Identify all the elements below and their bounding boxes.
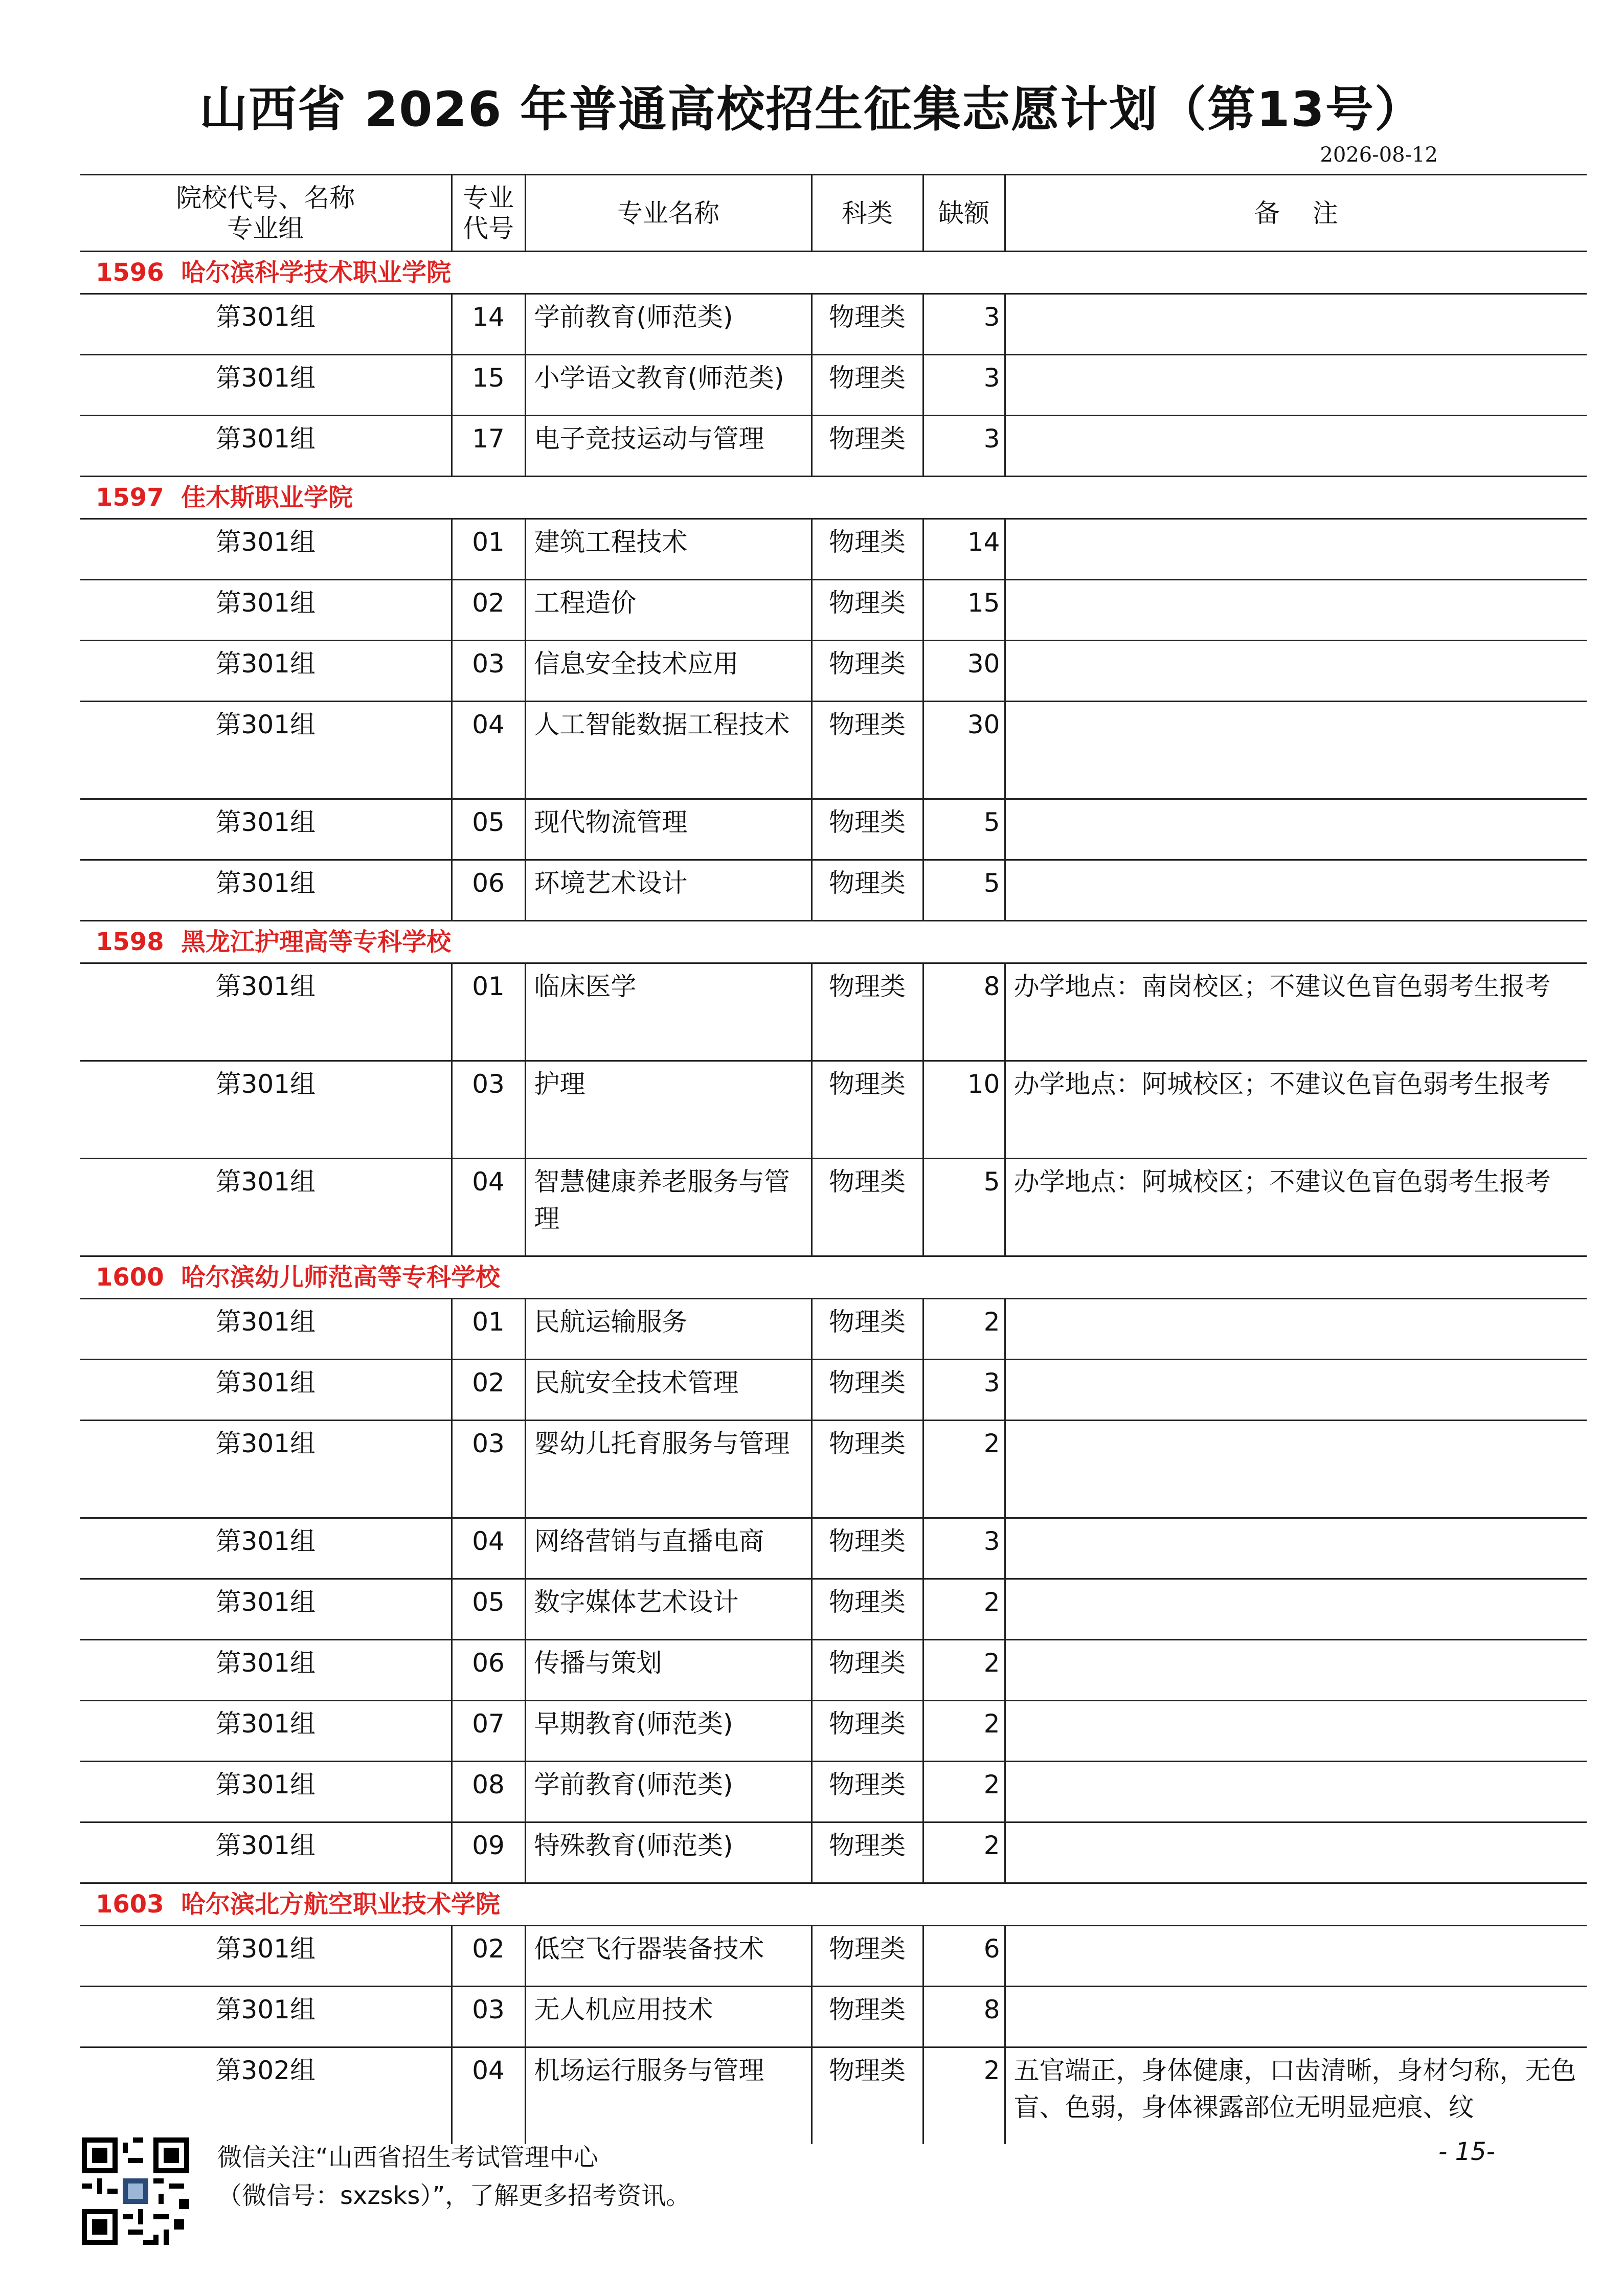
group-cell: 第301组 xyxy=(80,702,452,799)
quota-cell: 5 xyxy=(923,860,1005,921)
table-row xyxy=(80,1421,1587,1518)
major-name-cell: 低空飞行器装备技术 xyxy=(525,1926,812,1987)
school-row xyxy=(80,1883,1587,1926)
major-code-cell: 01 xyxy=(452,519,525,580)
category-cell: 物理类 xyxy=(812,1987,923,2047)
school-row xyxy=(80,252,1587,294)
quota-cell: 8 xyxy=(923,1987,1005,2047)
major-code-cell: 04 xyxy=(452,1159,525,1256)
major-name-cell: 学前教育(师范类) xyxy=(525,294,812,355)
table-row xyxy=(80,799,1587,860)
quota-cell: 2 xyxy=(923,1701,1005,1762)
major-name-cell: 环境艺术设计 xyxy=(525,860,812,921)
major-code-cell: 01 xyxy=(452,963,525,1061)
category-cell: 物理类 xyxy=(812,1061,923,1159)
note-cell xyxy=(1005,1762,1587,1822)
major-code-cell: 06 xyxy=(452,1640,525,1701)
major-name-cell: 智慧健康养老服务与管理 xyxy=(525,1159,812,1256)
major-name-cell: 网络营销与直播电商 xyxy=(525,1518,812,1579)
category-cell: 物理类 xyxy=(812,2047,923,2145)
note-cell: 五官端正，身体健康，口齿清晰，身材匀称，无色盲、色弱，身体裸露部位无明显疤痕、纹 xyxy=(1005,2047,1587,2145)
group-cell: 第301组 xyxy=(80,1987,452,2047)
note-cell xyxy=(1005,1701,1587,1762)
table-row xyxy=(80,1926,1587,1987)
major-code-cell: 02 xyxy=(452,1926,525,1987)
category-cell: 物理类 xyxy=(812,1159,923,1256)
group-cell: 第301组 xyxy=(80,1360,452,1421)
major-name-cell: 现代物流管理 xyxy=(525,799,812,860)
category-cell: 物理类 xyxy=(812,1360,923,1421)
table-row xyxy=(80,1299,1587,1360)
category-cell: 物理类 xyxy=(812,519,923,580)
major-name-cell: 数字媒体艺术设计 xyxy=(525,1579,812,1640)
header-major-name: 专业名称 xyxy=(525,175,812,252)
major-code-cell: 03 xyxy=(452,1421,525,1518)
quota-cell: 2 xyxy=(923,2047,1005,2145)
quota-cell: 3 xyxy=(923,1360,1005,1421)
qr-code-icon xyxy=(82,2137,189,2245)
major-code-cell: 04 xyxy=(452,1518,525,1579)
group-cell: 第301组 xyxy=(80,1822,452,1883)
school-name: 1596 哈尔滨科学技术职业学院 xyxy=(80,252,1587,294)
major-code-cell: 17 xyxy=(452,416,525,477)
major-name-cell: 无人机应用技术 xyxy=(525,1987,812,2047)
group-cell: 第301组 xyxy=(80,799,452,860)
major-name-cell: 学前教育(师范类) xyxy=(525,1762,812,1822)
table-row xyxy=(80,1987,1587,2047)
table-row xyxy=(80,1518,1587,1579)
quota-cell: 2 xyxy=(923,1822,1005,1883)
table-row xyxy=(80,416,1587,477)
group-cell: 第301组 xyxy=(80,1762,452,1822)
school-row xyxy=(80,921,1587,963)
quota-cell: 3 xyxy=(923,294,1005,355)
note-cell: 办学地点：阿城校区；不建议色盲色弱考生报考 xyxy=(1005,1061,1587,1159)
table-row xyxy=(80,1579,1587,1640)
major-code-cell: 02 xyxy=(452,1360,525,1421)
major-code-cell: 04 xyxy=(452,2047,525,2145)
group-cell: 第301组 xyxy=(80,1159,452,1256)
group-cell: 第301组 xyxy=(80,294,452,355)
note-cell: 办学地点：阿城校区；不建议色盲色弱考生报考 xyxy=(1005,1159,1587,1256)
page-title: 山西省 2026 年普通高校招生征集志愿计划（第13号） xyxy=(199,82,1424,138)
category-cell: 物理类 xyxy=(812,294,923,355)
table-row xyxy=(80,963,1587,1061)
note-cell xyxy=(1005,580,1587,641)
group-cell: 第301组 xyxy=(80,641,452,702)
group-cell: 第301组 xyxy=(80,1701,452,1762)
quota-cell: 6 xyxy=(923,1926,1005,1987)
header-notes: 备 注 xyxy=(1005,175,1587,252)
category-cell: 物理类 xyxy=(812,641,923,702)
quota-cell: 2 xyxy=(923,1762,1005,1822)
quota-cell: 5 xyxy=(923,799,1005,860)
school-name: 1597 佳木斯职业学院 xyxy=(80,477,1587,519)
table-row xyxy=(80,2047,1587,2145)
header-major-code: 专业 代号 xyxy=(452,175,525,252)
table-row xyxy=(80,294,1587,355)
major-name-cell: 小学语文教育(师范类) xyxy=(525,355,812,416)
note-cell xyxy=(1005,416,1587,477)
major-name-cell: 民航安全技术管理 xyxy=(525,1360,812,1421)
category-cell: 物理类 xyxy=(812,580,923,641)
quota-cell: 14 xyxy=(923,519,1005,580)
category-cell: 物理类 xyxy=(812,1926,923,1987)
major-name-cell: 工程造价 xyxy=(525,580,812,641)
major-code-cell: 04 xyxy=(452,702,525,799)
header-school-group: 院校代号、名称 专业组 xyxy=(80,175,452,252)
major-name-cell: 电子竞技运动与管理 xyxy=(525,416,812,477)
table-row xyxy=(80,1822,1587,1883)
category-cell: 物理类 xyxy=(812,416,923,477)
category-cell: 物理类 xyxy=(812,1640,923,1701)
major-code-cell: 15 xyxy=(452,355,525,416)
quota-cell: 2 xyxy=(923,1579,1005,1640)
group-cell: 第301组 xyxy=(80,416,452,477)
note-cell xyxy=(1005,1421,1587,1518)
note-cell xyxy=(1005,294,1587,355)
group-cell: 第301组 xyxy=(80,963,452,1061)
enrollment-table xyxy=(80,174,1587,2144)
quota-cell: 30 xyxy=(923,702,1005,799)
table-row xyxy=(80,1061,1587,1159)
note-cell: 办学地点：南岗校区；不建议色盲色弱考生报考 xyxy=(1005,963,1587,1061)
quota-cell: 15 xyxy=(923,580,1005,641)
quota-cell: 3 xyxy=(923,355,1005,416)
table-row xyxy=(80,1701,1587,1762)
header-category: 科类 xyxy=(812,175,923,252)
group-cell: 第301组 xyxy=(80,860,452,921)
major-name-cell: 早期教育(师范类) xyxy=(525,1701,812,1762)
group-cell: 第301组 xyxy=(80,1640,452,1701)
table-row xyxy=(80,641,1587,702)
quota-cell: 5 xyxy=(923,1159,1005,1256)
group-cell: 第301组 xyxy=(80,1926,452,1987)
major-code-cell: 14 xyxy=(452,294,525,355)
page-number: - 15- xyxy=(1438,2137,1495,2166)
school-name: 1598 黑龙江护理高等专科学校 xyxy=(80,921,1587,963)
major-code-cell: 01 xyxy=(452,1299,525,1360)
note-cell xyxy=(1005,1987,1587,2047)
group-cell: 第301组 xyxy=(80,580,452,641)
category-cell: 物理类 xyxy=(812,860,923,921)
note-cell xyxy=(1005,1518,1587,1579)
category-cell: 物理类 xyxy=(812,1762,923,1822)
note-cell xyxy=(1005,799,1587,860)
group-cell: 第301组 xyxy=(80,1061,452,1159)
footer-wechat-id-line: （微信号：sxzsks）”，了解更多招考资讯。 xyxy=(217,2181,691,2210)
table-row xyxy=(80,1762,1587,1822)
major-code-cell: 05 xyxy=(452,1579,525,1640)
school-row xyxy=(80,1256,1587,1299)
major-name-cell: 民航运输服务 xyxy=(525,1299,812,1360)
note-cell xyxy=(1005,641,1587,702)
table-header-row xyxy=(80,175,1587,252)
quota-cell: 8 xyxy=(923,963,1005,1061)
table-row xyxy=(80,702,1587,799)
quota-cell: 3 xyxy=(923,1518,1005,1579)
category-cell: 物理类 xyxy=(812,1822,923,1883)
category-cell: 物理类 xyxy=(812,702,923,799)
table-row xyxy=(80,580,1587,641)
note-cell xyxy=(1005,1640,1587,1701)
table-row xyxy=(80,519,1587,580)
category-cell: 物理类 xyxy=(812,963,923,1061)
major-name-cell: 机场运行服务与管理 xyxy=(525,2047,812,2145)
table-row xyxy=(80,355,1587,416)
quota-cell: 30 xyxy=(923,641,1005,702)
group-cell: 第301组 xyxy=(80,355,452,416)
note-cell xyxy=(1005,1360,1587,1421)
major-name-cell: 建筑工程技术 xyxy=(525,519,812,580)
group-cell: 第301组 xyxy=(80,1421,452,1518)
school-row xyxy=(80,477,1587,519)
major-code-cell: 02 xyxy=(452,580,525,641)
table-row xyxy=(80,860,1587,921)
quota-cell: 10 xyxy=(923,1061,1005,1159)
quota-cell: 2 xyxy=(923,1421,1005,1518)
note-cell xyxy=(1005,1579,1587,1640)
category-cell: 物理类 xyxy=(812,1299,923,1360)
major-code-cell: 07 xyxy=(452,1701,525,1762)
note-cell xyxy=(1005,519,1587,580)
table-row xyxy=(80,1360,1587,1421)
major-name-cell: 特殊教育(师范类) xyxy=(525,1822,812,1883)
note-cell xyxy=(1005,355,1587,416)
school-name: 1603 哈尔滨北方航空职业技术学院 xyxy=(80,1883,1587,1926)
table-row xyxy=(80,1640,1587,1701)
major-code-cell: 09 xyxy=(452,1822,525,1883)
group-cell: 第301组 xyxy=(80,1579,452,1640)
major-name-cell: 人工智能数据工程技术 xyxy=(525,702,812,799)
category-cell: 物理类 xyxy=(812,1421,923,1518)
publish-date: 2026-08-12 xyxy=(1320,143,1438,167)
group-cell: 第301组 xyxy=(80,1299,452,1360)
note-cell xyxy=(1005,860,1587,921)
note-cell xyxy=(1005,702,1587,799)
note-cell xyxy=(1005,1299,1587,1360)
major-code-cell: 08 xyxy=(452,1762,525,1822)
major-name-cell: 信息安全技术应用 xyxy=(525,641,812,702)
quota-cell: 2 xyxy=(923,1299,1005,1360)
major-name-cell: 临床医学 xyxy=(525,963,812,1061)
category-cell: 物理类 xyxy=(812,1701,923,1762)
major-name-cell: 传播与策划 xyxy=(525,1640,812,1701)
category-cell: 物理类 xyxy=(812,355,923,416)
category-cell: 物理类 xyxy=(812,799,923,860)
quota-cell: 2 xyxy=(923,1640,1005,1701)
group-cell: 第302组 xyxy=(80,2047,452,2145)
major-code-cell: 03 xyxy=(452,641,525,702)
header-quota: 缺额 xyxy=(923,175,1005,252)
category-cell: 物理类 xyxy=(812,1579,923,1640)
major-code-cell: 03 xyxy=(452,1987,525,2047)
major-name-cell: 婴幼儿托育服务与管理 xyxy=(525,1421,812,1518)
major-name-cell: 护理 xyxy=(525,1061,812,1159)
major-code-cell: 06 xyxy=(452,860,525,921)
table-body xyxy=(80,252,1587,2145)
school-name: 1600 哈尔滨幼儿师范高等专科学校 xyxy=(80,1256,1587,1299)
category-cell: 物理类 xyxy=(812,1518,923,1579)
group-cell: 第301组 xyxy=(80,519,452,580)
note-cell xyxy=(1005,1822,1587,1883)
major-code-cell: 03 xyxy=(452,1061,525,1159)
quota-cell: 3 xyxy=(923,416,1005,477)
group-cell: 第301组 xyxy=(80,1518,452,1579)
note-cell xyxy=(1005,1926,1587,1987)
major-code-cell: 05 xyxy=(452,799,525,860)
table-row xyxy=(80,1159,1587,1256)
footer-wechat-line: 微信关注“山西省招生考试管理中心 xyxy=(217,2143,598,2172)
